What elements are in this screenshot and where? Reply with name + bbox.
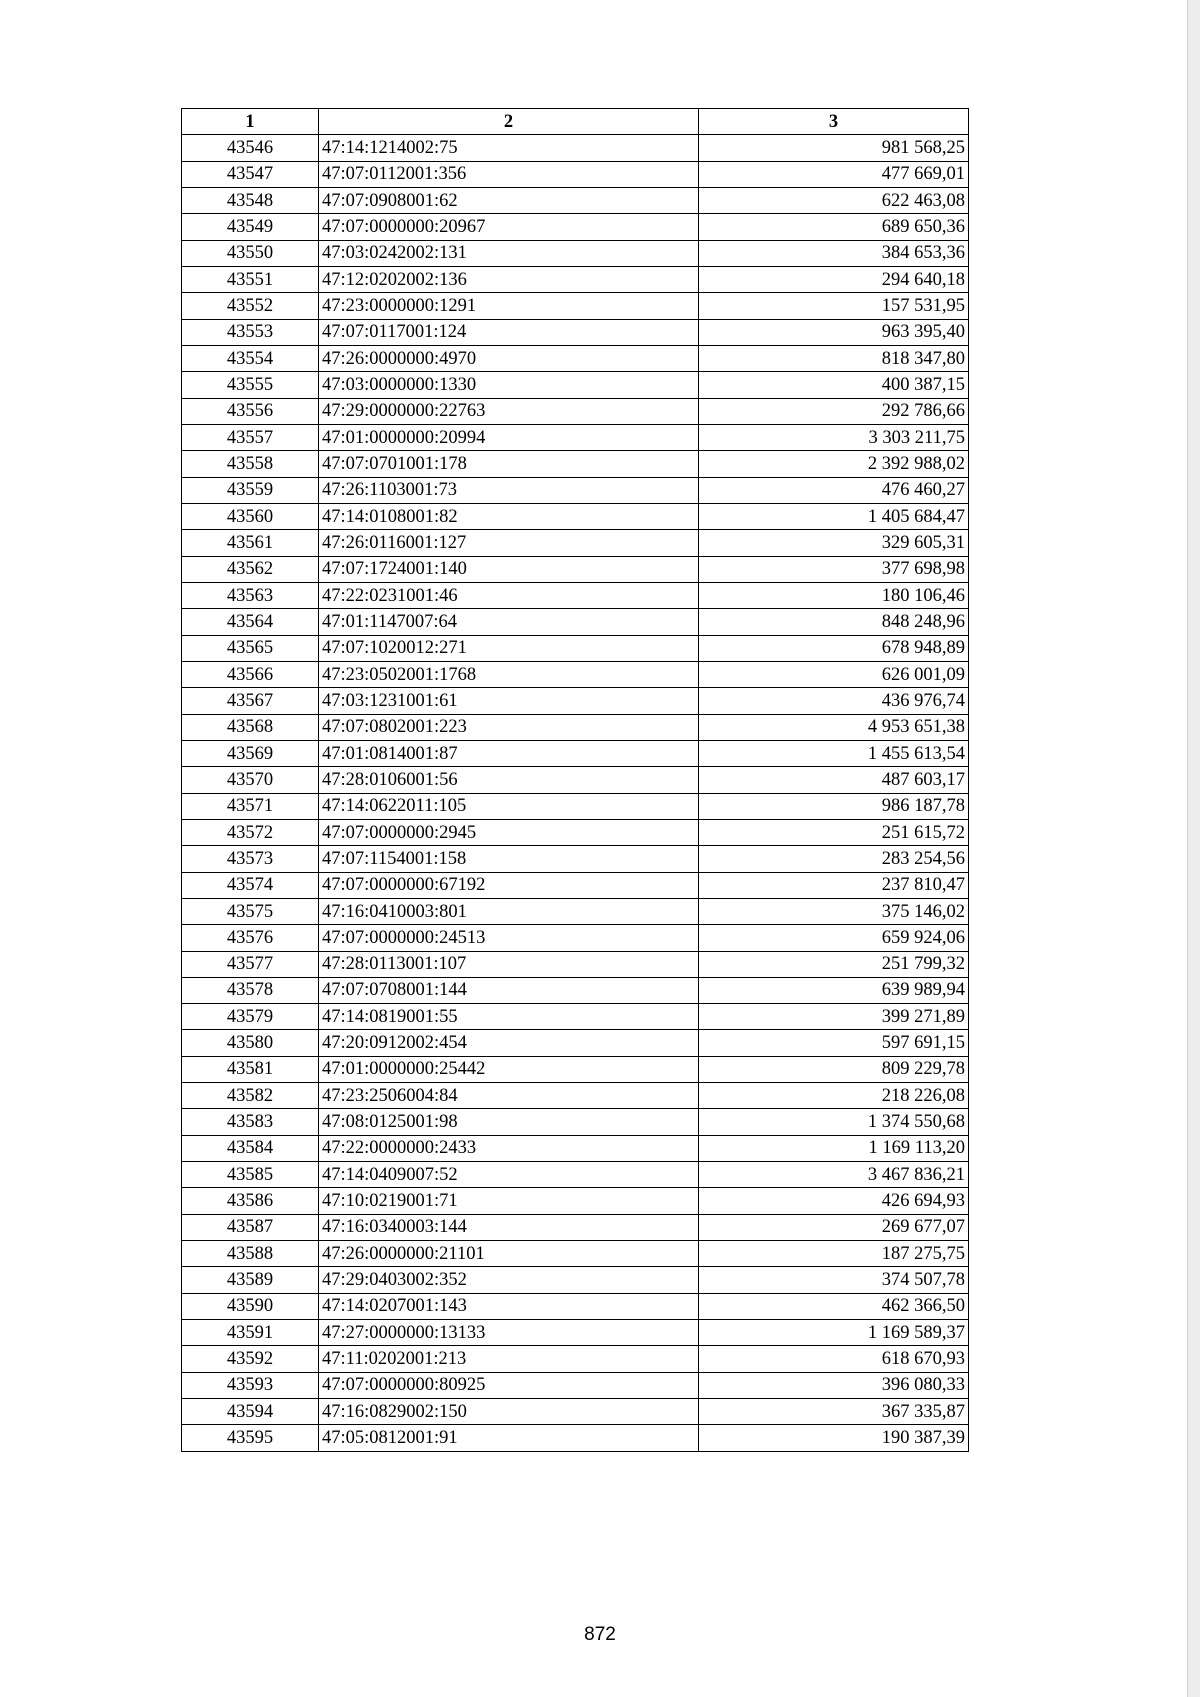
value-cell: 1 169 113,20 [699,1135,969,1161]
cadastral-number-cell: 47:28:0113001:107 [319,951,699,977]
value-cell: 396 080,33 [699,1372,969,1398]
value-cell: 622 463,08 [699,187,969,213]
row-number-cell: 43592 [182,1346,319,1372]
cadastral-number-cell: 47:07:0802001:223 [319,714,699,740]
value-cell: 426 694,93 [699,1188,969,1214]
value-cell: 678 948,89 [699,635,969,661]
cadastral-number-cell: 47:07:0708001:144 [319,977,699,1003]
row-number-cell: 43583 [182,1109,319,1135]
row-number-cell: 43585 [182,1162,319,1188]
table-row [182,1030,969,1056]
cadastral-number-cell: 47:01:0000000:25442 [319,1056,699,1082]
cadastral-number-cell: 47:03:0242002:131 [319,240,699,266]
cadastral-number-cell: 47:22:0000000:2433 [319,1135,699,1161]
value-cell: 981 568,25 [699,135,969,161]
table-row [182,1346,969,1372]
table-row [182,1372,969,1398]
value-cell: 1 455 613,54 [699,740,969,766]
table-row [182,1004,969,1030]
table-row [182,582,969,608]
value-cell: 809 229,78 [699,1056,969,1082]
table-row [182,898,969,924]
page-right-edge [1187,0,1200,1697]
cadastral-number-cell: 47:03:1231001:61 [319,688,699,714]
row-number-cell: 43567 [182,688,319,714]
row-number-cell: 43562 [182,556,319,582]
value-cell: 986 187,78 [699,793,969,819]
row-number-cell: 43554 [182,345,319,371]
row-number-cell: 43546 [182,135,319,161]
row-number-cell: 43555 [182,372,319,398]
value-cell: 618 670,93 [699,1346,969,1372]
row-number-cell: 43577 [182,951,319,977]
cadastral-number-cell: 47:07:0117001:124 [319,319,699,345]
table-row [182,1267,969,1293]
row-number-cell: 43575 [182,898,319,924]
table-row [182,609,969,635]
cadastral-number-cell: 47:26:1103001:73 [319,477,699,503]
value-cell: 187 275,75 [699,1241,969,1267]
value-cell: 1 169 589,37 [699,1320,969,1346]
value-cell: 3 467 836,21 [699,1162,969,1188]
row-number-cell: 43591 [182,1320,319,1346]
cadastral-number-cell: 47:01:0814001:87 [319,740,699,766]
row-number-cell: 43584 [182,1135,319,1161]
cadastral-number-cell: 47:07:0908001:62 [319,187,699,213]
row-number-cell: 43578 [182,977,319,1003]
cadastral-number-cell: 47:07:1020012:271 [319,635,699,661]
table-row [182,451,969,477]
row-number-cell: 43587 [182,1214,319,1240]
row-number-cell: 43548 [182,187,319,213]
value-cell: 329 605,31 [699,530,969,556]
table-row [182,556,969,582]
cadastral-number-cell: 47:03:0000000:1330 [319,372,699,398]
row-number-cell: 43551 [182,266,319,292]
value-cell: 399 271,89 [699,1004,969,1030]
row-number-cell: 43560 [182,503,319,529]
value-cell: 2 392 988,02 [699,451,969,477]
row-number-cell: 43557 [182,424,319,450]
value-cell: 639 989,94 [699,977,969,1003]
value-cell: 462 366,50 [699,1293,969,1319]
cadastral-number-cell: 47:29:0403002:352 [319,1267,699,1293]
table-row [182,846,969,872]
table-row [182,977,969,1003]
row-number-cell: 43576 [182,925,319,951]
table-row [182,819,969,845]
row-number-cell: 43589 [182,1267,319,1293]
table-row [182,740,969,766]
row-number-cell: 43563 [182,582,319,608]
table-row [182,1399,969,1425]
table-row [182,1241,969,1267]
table-row [182,1188,969,1214]
value-cell: 180 106,46 [699,582,969,608]
row-number-cell: 43561 [182,530,319,556]
cadastral-number-cell: 47:07:0000000:24513 [319,925,699,951]
value-cell: 689 650,36 [699,214,969,240]
row-number-cell: 43595 [182,1425,319,1451]
cadastral-number-cell: 47:16:0829002:150 [319,1399,699,1425]
table-row [182,1320,969,1346]
row-number-cell: 43593 [182,1372,319,1398]
cadastral-number-cell: 47:10:0219001:71 [319,1188,699,1214]
cadastral-number-cell: 47:14:0622011:105 [319,793,699,819]
table-row [182,214,969,240]
table-row [182,319,969,345]
table-row [182,187,969,213]
table-row [182,1214,969,1240]
value-cell: 487 603,17 [699,767,969,793]
cadastral-number-cell: 47:07:1154001:158 [319,846,699,872]
row-number-cell: 43588 [182,1241,319,1267]
cadastral-number-cell: 47:23:0000000:1291 [319,293,699,319]
table-row [182,530,969,556]
row-number-cell: 43547 [182,161,319,187]
value-cell: 190 387,39 [699,1425,969,1451]
row-number-cell: 43574 [182,872,319,898]
table-row [182,240,969,266]
table-row [182,266,969,292]
table-row [182,503,969,529]
value-cell: 374 507,78 [699,1267,969,1293]
row-number-cell: 43552 [182,293,319,319]
value-cell: 1 405 684,47 [699,503,969,529]
table-row [182,661,969,687]
row-number-cell: 43582 [182,1083,319,1109]
cadastral-number-cell: 47:14:0108001:82 [319,503,699,529]
cadastral-number-cell: 47:08:0125001:98 [319,1109,699,1135]
row-number-cell: 43594 [182,1399,319,1425]
table-row [182,1109,969,1135]
table-row [182,635,969,661]
row-number-cell: 43573 [182,846,319,872]
value-cell: 4 953 651,38 [699,714,969,740]
cadastral-number-cell: 47:14:0819001:55 [319,1004,699,1030]
data-table [181,108,969,1452]
cadastral-number-cell: 47:01:1147007:64 [319,609,699,635]
value-cell: 375 146,02 [699,898,969,924]
value-cell: 218 226,08 [699,1083,969,1109]
value-cell: 283 254,56 [699,846,969,872]
table-row [182,688,969,714]
cadastral-number-cell: 47:07:0000000:67192 [319,872,699,898]
cadastral-number-cell: 47:14:1214002:75 [319,135,699,161]
table-row [182,1425,969,1451]
value-cell: 477 669,01 [699,161,969,187]
cadastral-number-cell: 47:14:0409007:52 [319,1162,699,1188]
table-row [182,1083,969,1109]
value-cell: 251 615,72 [699,819,969,845]
cadastral-number-cell: 47:16:0410003:801 [319,898,699,924]
cadastral-number-cell: 47:07:1724001:140 [319,556,699,582]
row-number-cell: 43569 [182,740,319,766]
cadastral-number-cell: 47:07:0112001:356 [319,161,699,187]
cadastral-number-cell: 47:26:0000000:4970 [319,345,699,371]
table-header-row [182,109,969,135]
row-number-cell: 43568 [182,714,319,740]
column-header-3: 3 [699,109,969,135]
cadastral-number-cell: 47:26:0116001:127 [319,530,699,556]
cadastral-number-cell: 47:01:0000000:20994 [319,424,699,450]
table-row [182,951,969,977]
cadastral-number-cell: 47:07:0000000:80925 [319,1372,699,1398]
table-row [182,793,969,819]
row-number-cell: 43553 [182,319,319,345]
table-row [182,1056,969,1082]
table-row [182,135,969,161]
row-number-cell: 43580 [182,1030,319,1056]
value-cell: 818 347,80 [699,345,969,371]
value-cell: 269 677,07 [699,1214,969,1240]
value-cell: 659 924,06 [699,925,969,951]
cadastral-number-cell: 47:14:0207001:143 [319,1293,699,1319]
value-cell: 400 387,15 [699,372,969,398]
value-cell: 377 698,98 [699,556,969,582]
cadastral-number-cell: 47:28:0106001:56 [319,767,699,793]
table-row [182,714,969,740]
table-row [182,293,969,319]
row-number-cell: 43556 [182,398,319,424]
value-cell: 237 810,47 [699,872,969,898]
value-cell: 157 531,95 [699,293,969,319]
value-cell: 292 786,66 [699,398,969,424]
table-body [182,135,969,1451]
value-cell: 963 395,40 [699,319,969,345]
cadastral-number-cell: 47:12:0202002:136 [319,266,699,292]
row-number-cell: 43570 [182,767,319,793]
value-cell: 626 001,09 [699,661,969,687]
row-number-cell: 43579 [182,1004,319,1030]
row-number-cell: 43549 [182,214,319,240]
table-row [182,398,969,424]
value-cell: 848 248,96 [699,609,969,635]
cadastral-number-cell: 47:20:0912002:454 [319,1030,699,1056]
cadastral-number-cell: 47:07:0000000:20967 [319,214,699,240]
table-row [182,345,969,371]
table-row [182,477,969,503]
table-row [182,372,969,398]
value-cell: 476 460,27 [699,477,969,503]
table-row [182,1135,969,1161]
cadastral-number-cell: 47:07:0701001:178 [319,451,699,477]
cadastral-number-cell: 47:16:0340003:144 [319,1214,699,1240]
value-cell: 251 799,32 [699,951,969,977]
value-cell: 294 640,18 [699,266,969,292]
cadastral-number-cell: 47:23:2506004:84 [319,1083,699,1109]
cadastral-number-cell: 47:27:0000000:13133 [319,1320,699,1346]
value-cell: 436 976,74 [699,688,969,714]
row-number-cell: 43559 [182,477,319,503]
row-number-cell: 43565 [182,635,319,661]
row-number-cell: 43550 [182,240,319,266]
table-row [182,161,969,187]
cadastral-number-cell: 47:05:0812001:91 [319,1425,699,1451]
row-number-cell: 43564 [182,609,319,635]
row-number-cell: 43571 [182,793,319,819]
cadastral-number-cell: 47:23:0502001:1768 [319,661,699,687]
value-cell: 3 303 211,75 [699,424,969,450]
cadastral-number-cell: 47:26:0000000:21101 [319,1241,699,1267]
row-number-cell: 43572 [182,819,319,845]
column-header-2: 2 [319,109,699,135]
cadastral-number-cell: 47:22:0231001:46 [319,582,699,608]
row-number-cell: 43558 [182,451,319,477]
table-row [182,767,969,793]
table-row [182,424,969,450]
value-cell: 384 653,36 [699,240,969,266]
row-number-cell: 43590 [182,1293,319,1319]
page-number: 872 [584,1624,616,1645]
cadastral-number-cell: 47:11:0202001:213 [319,1346,699,1372]
value-cell: 367 335,87 [699,1399,969,1425]
table-row [182,1293,969,1319]
column-header-1: 1 [182,109,319,135]
row-number-cell: 43586 [182,1188,319,1214]
cadastral-number-cell: 47:07:0000000:2945 [319,819,699,845]
row-number-cell: 43581 [182,1056,319,1082]
cadastral-number-cell: 47:29:0000000:22763 [319,398,699,424]
value-cell: 1 374 550,68 [699,1109,969,1135]
table-row [182,925,969,951]
row-number-cell: 43566 [182,661,319,687]
table-row [182,1162,969,1188]
value-cell: 597 691,15 [699,1030,969,1056]
table-row [182,872,969,898]
